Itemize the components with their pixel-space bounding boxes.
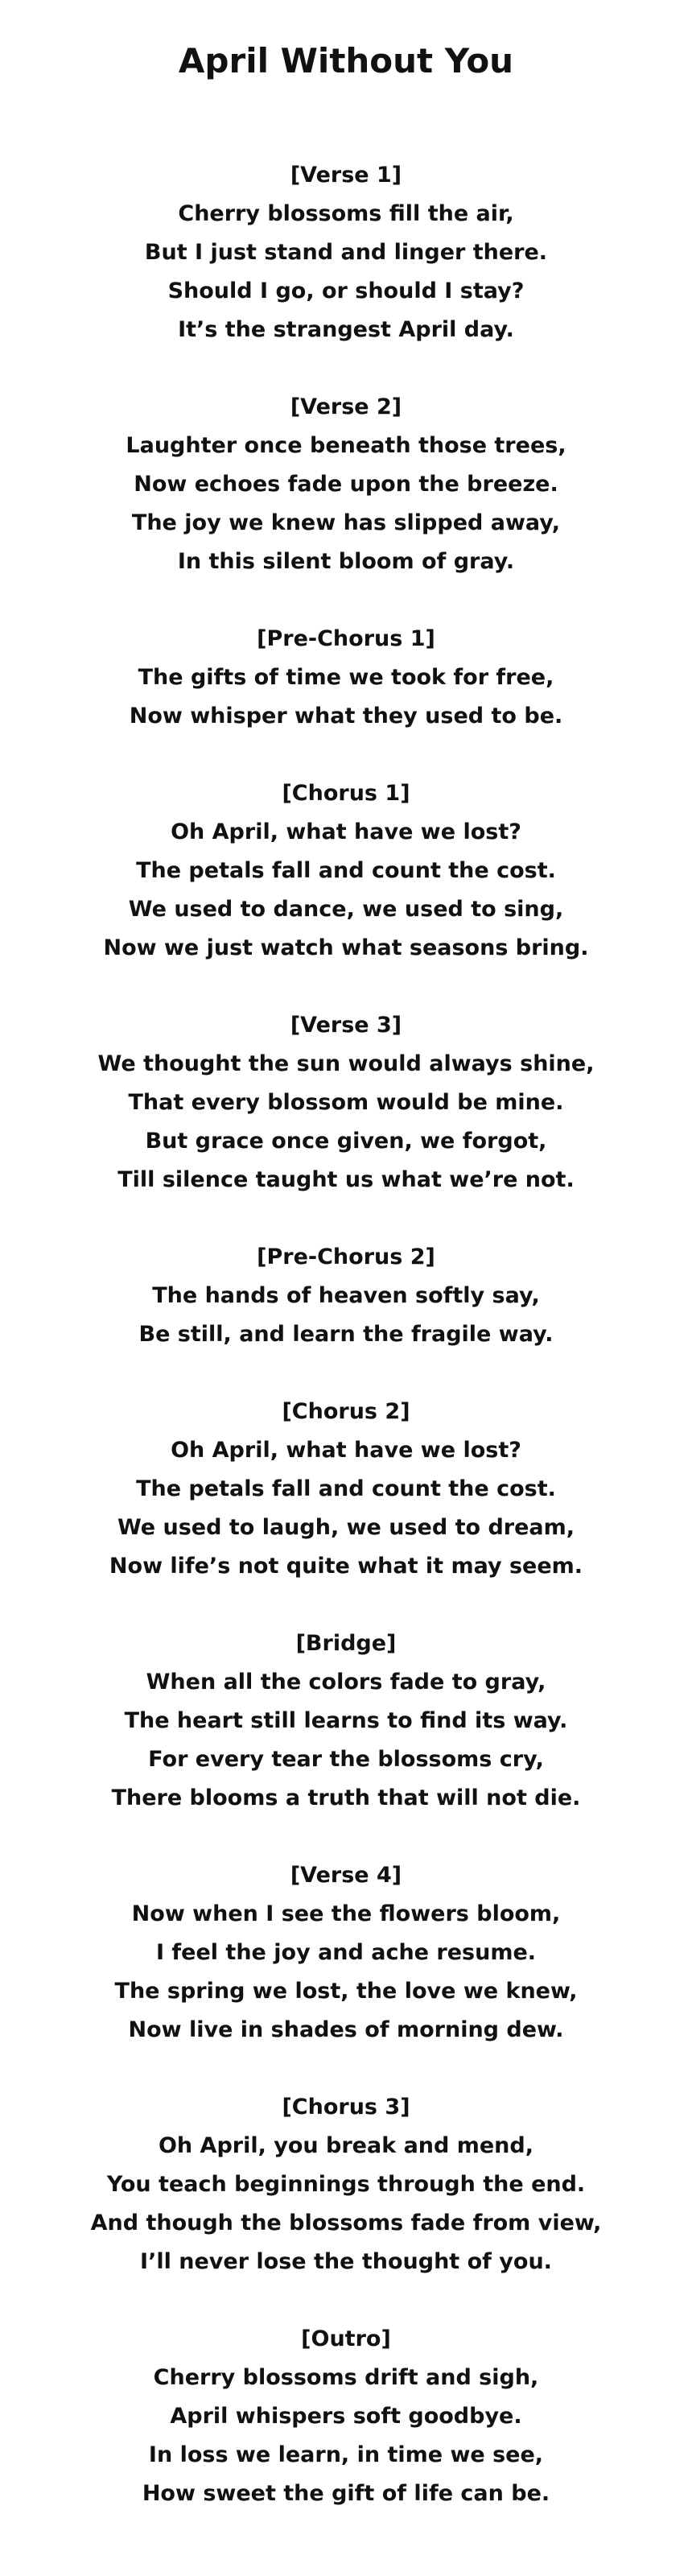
lyric-line: But I just stand and linger there. [144, 240, 548, 265]
lyric-line: The petals fall and count the cost. [136, 1476, 556, 1501]
lyric-line: It’s the strangest April day. [178, 317, 514, 342]
lyric-line: Now echoes fade upon the breeze. [134, 472, 558, 497]
lyric-line: Oh April, what have we lost? [171, 819, 521, 844]
lyric-line: April whispers soft goodbye. [170, 2404, 522, 2429]
lyrics-section [0, 774, 692, 968]
lyric-line: That every blossom would be mine. [128, 1090, 564, 1115]
section-label: [Chorus 2] [282, 1399, 410, 1424]
lyrics-section [0, 1238, 692, 1354]
lyric-line: Cherry blossoms drift and sigh, [153, 2365, 539, 2390]
lyric-line: In loss we learn, in time we see, [148, 2442, 544, 2467]
lyrics-section [0, 388, 692, 581]
lyric-line: And though the blossoms fade from view, [90, 2211, 602, 2235]
lyric-line: We used to dance, we used to sing, [128, 897, 564, 922]
section-label: [Verse 3] [290, 1013, 402, 1038]
lyric-line: For every tear the blossoms cry, [148, 1747, 544, 1772]
lyric-line: There blooms a truth that will not die. [111, 1785, 581, 1810]
lyric-line: When all the colors fade to gray, [146, 1670, 546, 1695]
lyric-line: Now live in shades of morning dew. [128, 2017, 564, 2042]
section-label: [Bridge] [295, 1631, 397, 1656]
section-label: [Pre-Chorus 1] [257, 626, 435, 651]
lyric-line: We thought the sun would always shine, [97, 1051, 595, 1076]
section-label: [Verse 1] [290, 163, 402, 188]
lyrics-section [0, 620, 692, 736]
lyrics-section [0, 2320, 692, 2513]
lyric-line: I’ll never lose the thought of you. [140, 2249, 552, 2274]
lyric-line: You teach beginnings through the end. [106, 2172, 586, 2197]
lyric-line: Now when I see the flowers bloom, [131, 1901, 561, 1926]
lyric-line: The heart still learns to find its way. [124, 1708, 568, 1733]
lyric-line: The joy we knew has slipped away, [131, 510, 561, 535]
lyric-line: The gifts of time we took for free, [138, 665, 554, 690]
lyric-line: But grace once given, we forgot, [145, 1129, 547, 1154]
lyric-line: We used to laugh, we used to dream, [117, 1515, 575, 1540]
lyrics-section [0, 2088, 692, 2281]
lyric-line: In this silent bloom of gray. [177, 549, 515, 574]
lyrics-section [0, 1856, 692, 2050]
lyric-line: Should I go, or should I stay? [167, 279, 525, 303]
section-label: [Pre-Chorus 2] [257, 1245, 435, 1269]
section-label: [Verse 2] [290, 394, 402, 419]
lyric-line: Now whisper what they used to be. [129, 704, 563, 729]
lyrics-section [0, 1393, 692, 1586]
lyric-line: Oh April, you break and mend, [158, 2133, 533, 2158]
lyric-line: The hands of heaven softly say, [152, 1283, 540, 1308]
section-label: [Outro] [301, 2326, 391, 2351]
lyric-line: How sweet the gift of life can be. [142, 2481, 550, 2506]
lyric-line: The spring we lost, the love we knew, [114, 1979, 578, 2004]
lyrics-content [0, 156, 692, 2513]
lyric-line: The petals fall and count the cost. [136, 858, 556, 883]
lyric-line: Oh April, what have we lost? [171, 1438, 521, 1463]
section-label: [Chorus 1] [282, 781, 410, 806]
lyric-line: Till silence taught us what we’re not. [117, 1167, 575, 1192]
section-label: [Verse 4] [290, 1863, 402, 1888]
lyric-line: Now we just watch what seasons bring. [103, 935, 589, 960]
lyric-line: I feel the joy and ache resume. [155, 1940, 537, 1965]
lyrics-section [0, 1006, 692, 1199]
lyric-line: Now life’s not quite what it may seem. [109, 1554, 583, 1579]
section-label: [Chorus 3] [282, 2095, 410, 2120]
lyric-line: Be still, and learn the fragile way. [138, 1322, 554, 1347]
lyric-line: Cherry blossoms fill the air, [178, 201, 514, 226]
lyrics-section [0, 1624, 692, 1818]
lyrics-section [0, 156, 692, 349]
lyric-line: Laughter once beneath those trees, [126, 433, 566, 458]
page-title: April Without You [178, 41, 514, 80]
